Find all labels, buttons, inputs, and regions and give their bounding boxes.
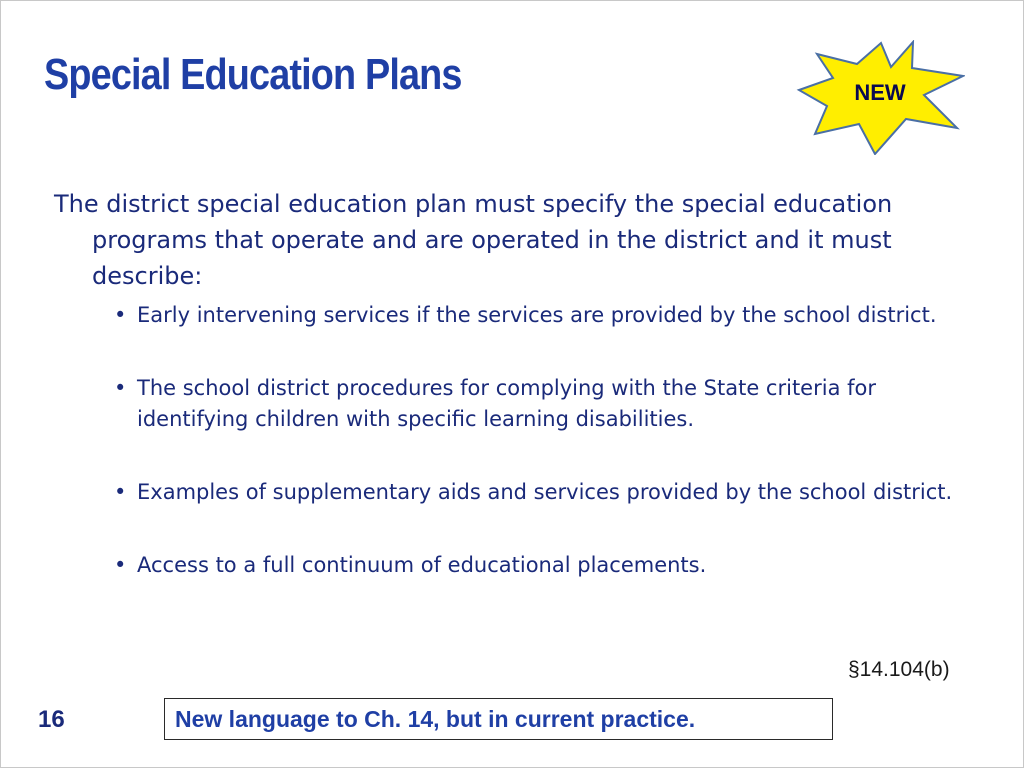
bullet-icon: • <box>114 553 127 577</box>
new-badge <box>795 40 965 155</box>
list-item <box>54 477 967 508</box>
list-item-text: The school district procedures for complying with the State criteria for identifying children with specific learning disabilities. <box>137 376 876 431</box>
content-body <box>54 186 954 623</box>
bullet-list <box>54 300 954 581</box>
bullet-icon: • <box>114 303 127 327</box>
note-box <box>164 698 833 740</box>
citation: §14.104(b) <box>848 658 950 681</box>
list-item <box>54 550 967 581</box>
intro-paragraph: The district special education plan must specify the special education programs that operate and are operated in the district and it must describe: <box>54 190 893 290</box>
list-item <box>54 373 967 435</box>
list-item-text: Early intervening services if the services are provided by the school district. <box>137 303 937 327</box>
bullet-icon: • <box>114 480 127 504</box>
note-text: New language to Ch. 14, but in current practice. <box>175 706 696 732</box>
list-item-text: Examples of supplementary aids and services provided by the school district. <box>137 480 953 504</box>
new-badge-label: NEW <box>854 80 906 105</box>
page-number: 16 <box>38 706 65 733</box>
bullet-icon: • <box>114 376 127 400</box>
slide-title: Special Education Plans <box>44 50 462 99</box>
list-item-text: Access to a full continuum of educational placements. <box>137 553 707 577</box>
list-item <box>54 300 967 331</box>
